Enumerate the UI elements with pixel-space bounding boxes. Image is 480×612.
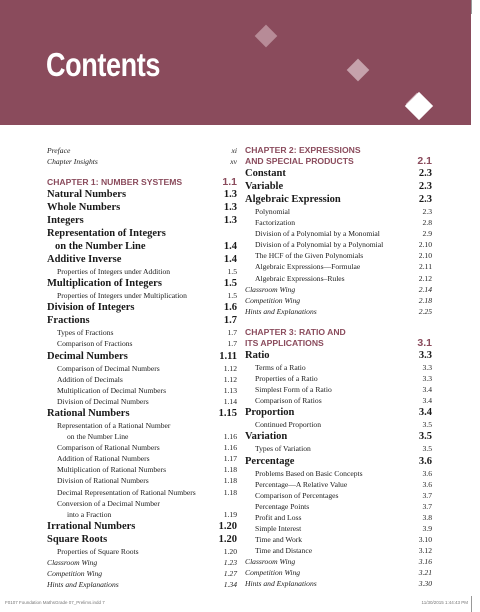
toc-page-number: 2.14 <box>418 284 432 294</box>
toc-page-number: 3.10 <box>418 535 432 545</box>
toc-label: Simplest Form of a Ratio <box>255 385 332 395</box>
toc-page-number: 3.16 <box>418 557 432 567</box>
toc-page-number: 1.7 <box>227 328 237 338</box>
toc-entry[interactable] <box>47 453 237 464</box>
toc-entry[interactable] <box>245 273 432 284</box>
toc-label: Comparison of Percentages <box>255 490 339 500</box>
toc-entry[interactable] <box>245 512 432 523</box>
spacer <box>47 167 237 177</box>
toc-label: The HCF of the Given Polynomials <box>255 251 364 261</box>
toc-entry[interactable] <box>245 490 432 501</box>
toc-entry[interactable] <box>245 306 432 317</box>
toc-label: Comparison of Fractions <box>57 339 133 349</box>
toc-page-number: 2.3 <box>418 194 432 205</box>
toc-page-number: 1.18 <box>223 465 237 475</box>
toc-entry[interactable] <box>245 206 432 217</box>
toc-label: Multiplication of Decimal Numbers <box>57 385 167 395</box>
toc-label: Preface <box>47 146 71 155</box>
crop-mark <box>471 596 472 612</box>
toc-page-number: 1.17 <box>223 454 237 464</box>
toc-topic[interactable] <box>245 167 432 180</box>
toc-page-number: 1.4 <box>223 241 237 253</box>
toc-page-number: 3.4 <box>422 385 432 395</box>
toc-label: Types of Variation <box>255 444 311 454</box>
toc-label: Irrational Numbers <box>47 520 136 532</box>
toc-topic[interactable] <box>47 533 237 546</box>
toc-page-number: 1.4 <box>223 254 237 266</box>
toc-page-number: 1.14 <box>223 396 237 406</box>
toc-page-number: 1.18 <box>223 487 237 497</box>
toc-entry[interactable] <box>245 443 432 454</box>
toc-label: Addition of Rational Numbers <box>57 454 150 464</box>
toc-label: into a Fraction <box>67 509 112 519</box>
toc-topic[interactable] <box>47 314 237 327</box>
toc-entry[interactable] <box>47 431 237 442</box>
toc-entry[interactable] <box>245 373 432 384</box>
toc-entry[interactable] <box>47 475 237 486</box>
toc-label: Comparison of Rational Numbers <box>57 443 160 453</box>
toc-entry[interactable] <box>47 464 237 475</box>
toc-label: Percentage <box>245 455 295 467</box>
toc-entry[interactable] <box>47 498 237 509</box>
toc-label: Time and Distance <box>255 546 313 556</box>
toc-label: CHAPTER 1: NUMBER SYSTEMS <box>47 177 183 188</box>
toc-label: Decimal Representation of Rational Numbers <box>57 487 196 497</box>
toc-entry[interactable] <box>47 363 237 374</box>
toc-label: Classroom Wing <box>245 284 296 294</box>
toc-label: on the Number Line <box>67 432 129 442</box>
toc-page-number: 3.5 <box>422 420 432 430</box>
toc-entry[interactable] <box>245 384 432 395</box>
toc-page-number: 1.16 <box>223 432 237 442</box>
toc-page-number: 1.1 <box>222 176 237 189</box>
toc-entry[interactable] <box>47 546 237 557</box>
toc-entry[interactable] <box>245 501 432 512</box>
toc-label: Variable <box>245 181 284 192</box>
toc-page-number: 1.13 <box>223 385 237 395</box>
toc-page-number: 2.8 <box>422 218 432 228</box>
toc-page-number: 1.3 <box>223 202 237 214</box>
toc-page-number: 1.11 <box>219 350 237 362</box>
toc-topic[interactable] <box>47 301 237 314</box>
toc-page-number: 1.12 <box>223 363 237 373</box>
toc-label: Ratio <box>245 349 270 361</box>
toc-label: Types of Fractions <box>57 328 114 338</box>
toc-label: Classroom Wing <box>47 557 98 567</box>
toc-label: AND SPECIAL PRODUCTS <box>245 156 354 166</box>
toc-page-number: 1.19 <box>223 509 237 519</box>
toc-entry[interactable] <box>245 556 432 567</box>
toc-topic[interactable] <box>47 188 237 201</box>
toc-page-number: 3.4 <box>418 407 432 419</box>
toc-topic[interactable] <box>47 253 237 266</box>
toc-label: CHAPTER 3: RATIO AND <box>245 326 346 337</box>
toc-label: Algebraic Expressions–Rules <box>255 273 345 283</box>
toc-right-column <box>245 145 432 590</box>
toc-label: Competition Wing <box>245 568 301 578</box>
toc-page-number: 3.6 <box>422 468 432 478</box>
toc-page-number: 2.3 <box>418 168 432 179</box>
toc-page-number: 2.10 <box>418 240 432 250</box>
toc-topic[interactable] <box>47 407 237 420</box>
toc-entry[interactable] <box>47 442 237 453</box>
toc-label: Competition Wing <box>47 568 103 578</box>
toc-entry[interactable] <box>245 468 432 479</box>
toc-topic[interactable] <box>245 406 432 419</box>
toc-label: Problems Based on Basic Concepts <box>255 468 363 478</box>
toc-label: Hints and Explanations <box>245 306 317 316</box>
toc-entry[interactable] <box>47 290 237 301</box>
toc-page-number: 3.9 <box>422 523 432 533</box>
toc-entry[interactable] <box>47 145 237 156</box>
toc-page-number: 3.5 <box>418 431 432 443</box>
toc-page-number: 2.25 <box>418 306 432 316</box>
toc-topic[interactable] <box>47 277 237 290</box>
toc-chapter-heading[interactable] <box>245 145 432 156</box>
toc-page-number: 1.20 <box>223 546 237 556</box>
toc-topic[interactable] <box>245 193 432 206</box>
toc-topic[interactable] <box>47 214 237 227</box>
toc-chapter-heading[interactable] <box>245 156 432 167</box>
toc-topic[interactable] <box>47 350 237 363</box>
toc-page-number: 3.6 <box>422 479 432 489</box>
toc-page-number: 2.11 <box>418 262 432 272</box>
toc-page-number: 3.4 <box>422 396 432 406</box>
toc-chapter-heading[interactable] <box>245 327 432 338</box>
toc-page-number: 1.20 <box>218 520 237 532</box>
toc-label: Multiplication of Integers <box>47 278 162 290</box>
toc-entry[interactable] <box>47 338 237 349</box>
toc-entry[interactable] <box>245 567 432 578</box>
toc-left-column <box>47 145 237 590</box>
toc-topic[interactable] <box>245 180 432 193</box>
toc-page-number: 1.5 <box>227 291 237 301</box>
toc-page-number: 2.18 <box>418 295 432 305</box>
toc-page-number: 3.3 <box>422 374 432 384</box>
toc-label: Factorization <box>255 218 296 228</box>
toc-page-number: 2.10 <box>418 251 432 261</box>
toc-page-number: 2.9 <box>422 229 432 239</box>
toc-label: Profit and Loss <box>255 512 302 522</box>
toc-label: Comparison of Ratios <box>255 396 322 406</box>
toc-label: Representation of a Rational Number <box>57 420 171 430</box>
toc-label: Additive Inverse <box>47 254 122 266</box>
toc-entry[interactable] <box>47 385 237 396</box>
toc-entry[interactable] <box>245 284 432 295</box>
toc-label: Rational Numbers <box>47 407 130 419</box>
toc-page-number: 1.7 <box>227 339 237 349</box>
toc-entry[interactable] <box>47 509 237 520</box>
toc-label: Hints and Explanations <box>245 579 317 589</box>
toc-label: Time and Work <box>255 535 303 545</box>
toc-page-number: 1.3 <box>223 189 237 201</box>
toc-entry[interactable] <box>245 479 432 490</box>
toc-label: Percentage Points <box>255 501 310 511</box>
toc-label: Hints and Explanations <box>47 580 119 590</box>
toc-page-number: 3.7 <box>422 501 432 511</box>
toc-topic[interactable] <box>47 227 237 240</box>
toc-label: Comparison of Decimal Numbers <box>57 363 160 373</box>
toc-label: Integers <box>47 215 84 227</box>
toc-topic[interactable] <box>47 201 237 214</box>
toc-entry[interactable] <box>47 327 237 338</box>
toc-topic[interactable] <box>245 430 432 443</box>
toc-entry[interactable] <box>245 578 432 589</box>
toc-page-number: 3.8 <box>422 512 432 522</box>
header-banner <box>0 0 471 125</box>
toc-page-number: 1.20 <box>218 533 237 545</box>
toc-label: Variation <box>245 431 288 443</box>
footer-file: F0107 Foundation MathsGrade 07_Prelims.indd 7 <box>5 600 105 605</box>
toc-entry[interactable] <box>245 261 432 272</box>
toc-page-number: 2.12 <box>418 273 432 283</box>
toc-entry[interactable] <box>245 419 432 430</box>
toc-topic[interactable] <box>245 349 432 362</box>
toc-page-number: 1.12 <box>223 374 237 384</box>
toc-label: Whole Numbers <box>47 202 121 214</box>
toc-topic[interactable] <box>245 455 432 468</box>
toc-page-number: xv <box>230 157 237 167</box>
toc-label: Continued Proportion <box>255 420 322 430</box>
decorative-diamond <box>255 25 278 48</box>
toc-entry[interactable] <box>245 534 432 545</box>
toc-entry[interactable] <box>47 266 237 277</box>
toc-label: Algebraic Expression <box>245 194 341 205</box>
spacer <box>245 317 432 327</box>
toc-label: Constant <box>245 168 286 179</box>
toc-page-number: 2.3 <box>418 181 432 192</box>
toc-page-number: 1.27 <box>223 568 237 578</box>
toc-page-number: 3.21 <box>418 568 432 578</box>
toc-page-number: 3.30 <box>418 579 432 589</box>
toc-entry[interactable] <box>245 228 432 239</box>
toc-label: on the Number Line <box>55 241 146 253</box>
toc-label: Division of a Polynomial by a Monomial <box>255 229 380 239</box>
toc-label: CHAPTER 2: EXPRESSIONS <box>245 145 361 155</box>
toc-topic[interactable] <box>47 240 237 253</box>
toc-entry[interactable] <box>245 523 432 534</box>
decorative-diamond <box>347 59 370 82</box>
toc-label: Division of Rational Numbers <box>57 476 149 486</box>
toc-label: Percentage—A Relative Value <box>255 479 348 489</box>
toc-chapter-heading[interactable] <box>245 338 432 349</box>
toc-label: Terms of a Ratio <box>255 362 306 372</box>
toc-label: Polynomial <box>255 207 291 216</box>
toc-page-number: 2.1 <box>417 155 432 167</box>
toc-entry[interactable] <box>47 396 237 407</box>
toc-label: Natural Numbers <box>47 189 127 201</box>
toc-label: Addition of Decimals <box>57 374 123 384</box>
toc-entry[interactable] <box>47 579 237 590</box>
toc-page-number: 1.3 <box>223 215 237 227</box>
toc-entry[interactable] <box>245 545 432 556</box>
page-title: Contents <box>46 46 160 83</box>
toc-label: Classroom Wing <box>245 557 296 567</box>
toc-entry[interactable] <box>245 250 432 261</box>
toc-entry[interactable] <box>47 420 237 431</box>
toc-entry[interactable] <box>245 362 432 373</box>
toc-entry[interactable] <box>47 374 237 385</box>
toc-entry[interactable] <box>47 568 237 579</box>
toc-label: Conversion of a Decimal Number <box>57 498 160 508</box>
toc-page-number: 3.6 <box>418 455 432 467</box>
toc-label: Properties of Square Roots <box>57 546 139 556</box>
toc-chapter-heading[interactable] <box>47 177 237 188</box>
toc-page-number: 1.7 <box>223 315 237 327</box>
toc-entry[interactable] <box>245 395 432 406</box>
toc-page-number: 1.18 <box>223 476 237 486</box>
toc-page-number: xi <box>231 146 237 155</box>
toc-label: ITS APPLICATIONS <box>245 337 324 348</box>
toc-label: Division of a Polynomial by a Polynomial <box>255 240 384 250</box>
toc-page-number: 1.15 <box>218 407 237 419</box>
toc-page-number: 1.6 <box>223 302 237 314</box>
toc-entry[interactable] <box>47 487 237 498</box>
toc-page-number: 1.34 <box>223 580 237 590</box>
toc-label: Decimal Numbers <box>47 350 128 362</box>
footer-timestamp: 11/30/2015 1:44:43 PM <box>421 600 468 605</box>
toc-label: Chapter Insights <box>47 157 98 167</box>
toc-topic[interactable] <box>47 520 237 533</box>
toc-entry[interactable] <box>245 295 432 306</box>
toc-label: Competition Wing <box>245 295 301 305</box>
toc-label: Properties of Integers under Addition <box>57 267 171 277</box>
toc-entry[interactable] <box>47 557 237 568</box>
crop-mark <box>471 0 472 14</box>
toc-entry[interactable] <box>245 239 432 250</box>
toc-label: Properties of Integers under Multiplication <box>57 291 187 301</box>
toc-entry[interactable] <box>245 217 432 228</box>
toc-label: Division of Decimal Numbers <box>57 396 149 406</box>
toc-page-number: 1.5 <box>227 267 237 277</box>
toc-entry[interactable] <box>47 156 237 167</box>
toc-page-number: 3.3 <box>422 362 432 372</box>
toc-page-number: 3.12 <box>418 546 432 556</box>
toc-label: Algebraic Expressions—Formulae <box>255 262 361 272</box>
toc-page-number: 1.16 <box>223 443 237 453</box>
toc-page-number: 1.5 <box>223 278 237 290</box>
toc-page-number: 3.3 <box>418 349 432 361</box>
toc-label: Multiplication of Rational Numbers <box>57 465 167 475</box>
toc-label: Square Roots <box>47 533 108 545</box>
toc-page-number: 3.1 <box>417 336 432 349</box>
toc-label: Simple Interest <box>255 523 302 533</box>
toc-page-number: 1.23 <box>223 557 237 567</box>
toc-page-number: 2.3 <box>422 207 432 216</box>
toc-page-number: 3.7 <box>422 490 432 500</box>
toc-label: Division of Integers <box>47 302 135 314</box>
toc-label: Representation of Integers <box>47 228 166 240</box>
toc-page-number: 3.5 <box>422 444 432 454</box>
toc-label: Fractions <box>47 315 90 327</box>
toc-label: Properties of a Ratio <box>255 374 318 384</box>
toc-label: Proportion <box>245 407 295 419</box>
